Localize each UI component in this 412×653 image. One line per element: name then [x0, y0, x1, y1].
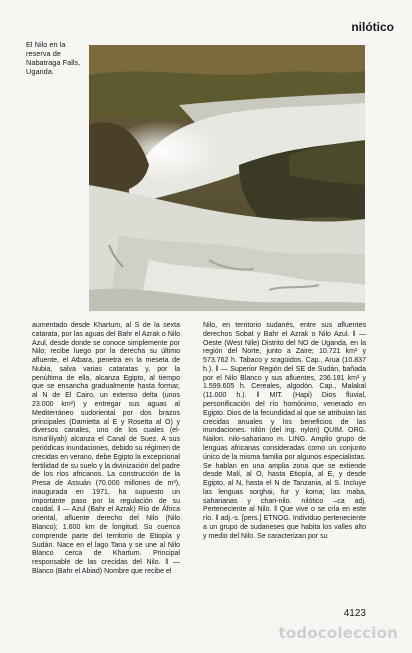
watermark-logo: todocoleccion [278, 624, 398, 642]
right-column-text: Nilo, en territorio sudanés, entre sus afluentes derechos Sobat y Bahr el Azrak o Nilo Azul. ‖ — Oeste (West Nile) Distrito del NO de Uganda, en la región del Norte, junto a Zaire; 10.721 km² y 573.762 h. Tabaco y sragüidos. Cap., Arua (10.837 h.). ‖ — Superior Región del SE de Sudán, bañada por el Nilo Blanco y sus afluentes, 236.181 km² y 1.599.605 h. Cereales, algodón. Cap., Malakal (11.000 h.). ‖ MIT. (Hapi) Dios fluvial, personificación del río homónimo, venerado en Egipto. Dios de la fecundidad al que se atribuían las crecidas anuales y los beneficios de las inundaciones. nilón (del ing. nylon) QUIM. ORG. Nailon. nilo-sahariano m. LING. Amplio grupo de lenguas africanas consideradas como un conjunto único de la misma familia por algunos especialistas. Se hablan en una amplia zona que se extiende desde Malí, al O, hasta Etiopía, al E, y desde Egipto, al N, hasta el N de Tanzania, al S. Incluye las lenguas sorghai, fur y koma; las maba, saharianas y chari-nilo. nilótico –ca adj. Perteneciente al Nilo. ‖ Que vive o se cría en este río. ‖ adj.-s. [pers.] ETNOG. Individuo perteneciente a un grupo de sudaneses que habita los valles alto y medio del Nilo. Se caracterizan por su [203, 322, 366, 540]
photo-caption: El Nilo en la reserva de Nabatraga Falls, Uganda. [26, 40, 81, 76]
waterfall-photo [89, 45, 365, 311]
guide-word: nilótico [351, 20, 394, 34]
right-text-column [203, 322, 366, 542]
page-number: 4123 [343, 608, 366, 619]
left-text-column [32, 322, 180, 577]
left-column-text: aumentado desde Khartum, al S de la sexta catarata, por las aguas del Bahr el Azrak o Nilo Azul, desde donde se conoce simplemente por Nilo; recibe luego por la derecha su último afluente, el Atbara, penetra en la meseta de Nubia, salva varias cataratas y, por la penúltima de ella, alcanza Egipto, al tiempo que se ensancha gradualmente hasta formar, al N de El Cairo, un extenso delta (unos 23.000 km²) y entregar sus aguas al Mediterráneo sudoriental por dos brazos principales (Damietta al E y Rosetta al O) y diversos canales, uno de los cuales (el-Isma'iliyah) alcanza el Canal de Suez. A sus periódicas inundaciones, debido su régimen de crecidas en verano, debe Egipto la excepcional fertilidad de su suelo y la divinización del padre de los ríos africanos. La construcción de la Presa de Assuán (70.000 millones de m³), inaugurada en 1971, ha supuesto un importante paso por la regulación de su caudal. ‖ — Azul (Bahr el Azrak) Río de África oriental, afluente derecho del Nilo (Nilo Blanco); 1.600 km de longitud. Su cuenca comprende parte del territorio de Etiopía y Sudán. Nace en el lago Tana y se une al Nilo Blanco cerca de Khartum. Principal responsable de las crecidas del Nilo. ‖ — Blanco (Bahr el Abiad) Nombre que recibe el [32, 322, 180, 575]
